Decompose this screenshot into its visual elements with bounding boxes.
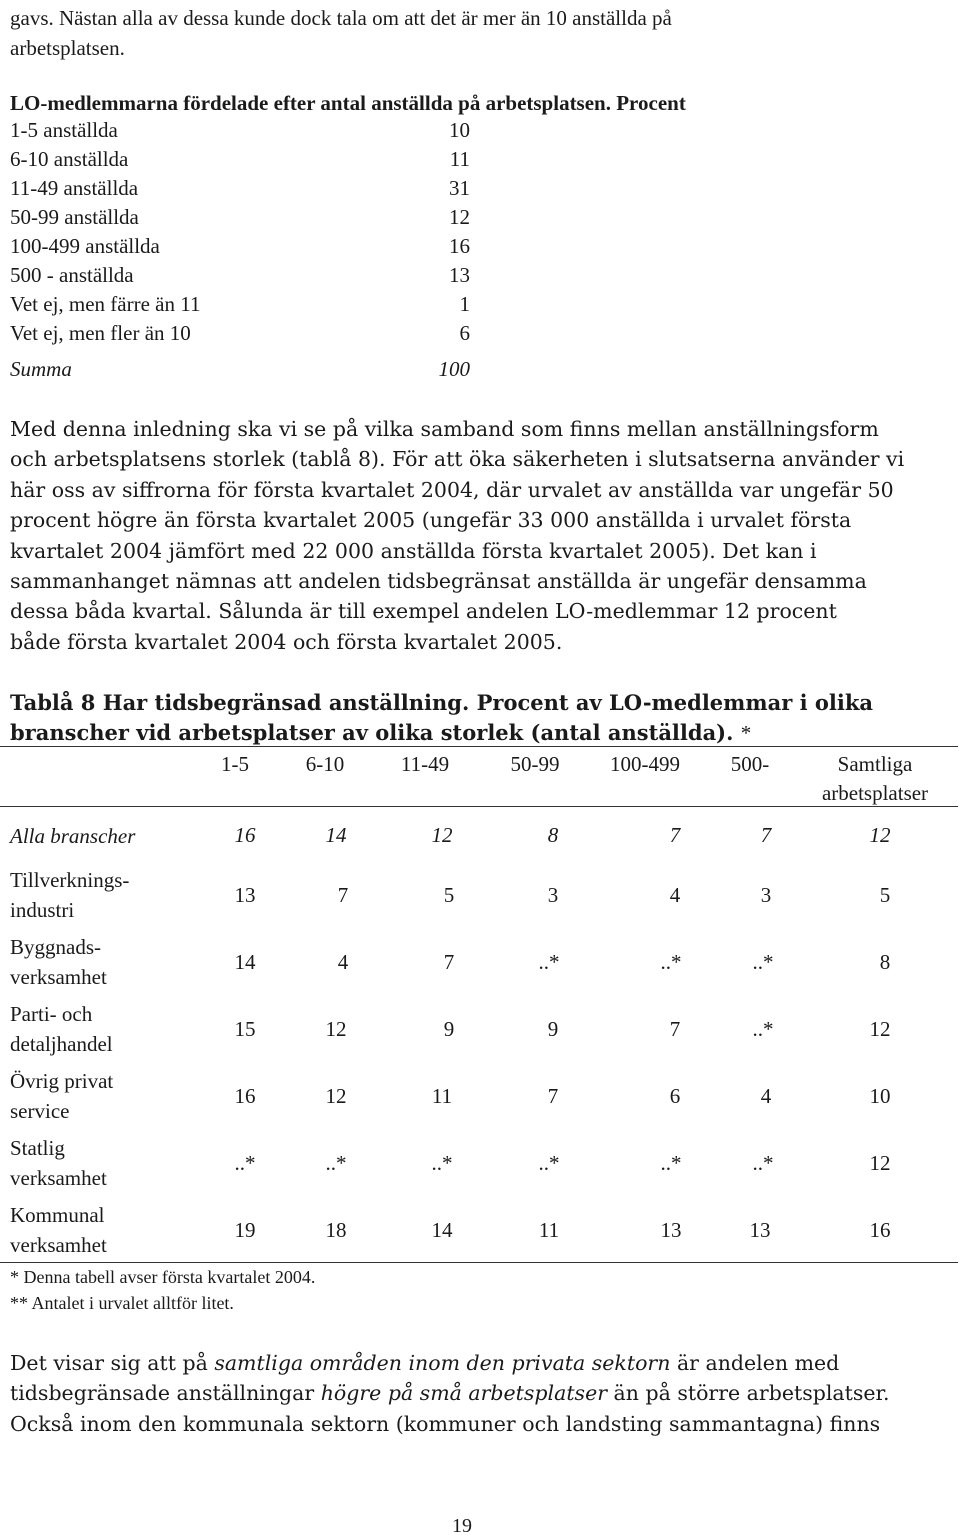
column-header: 50-99 — [510, 752, 560, 776]
table-cell: ..* — [752, 950, 774, 974]
row-label-line: verksamhet — [10, 1166, 107, 1190]
table-cell: 19 — [234, 1218, 256, 1242]
table-cell: 15 — [234, 1017, 256, 1041]
row-value: 10 — [449, 118, 470, 142]
column-header: 11-49 — [400, 752, 450, 776]
row-label — [10, 1200, 107, 1260]
table-bottom-rule — [0, 1262, 958, 1263]
text-run: är andelen med — [670, 1351, 840, 1375]
row-label-line: verksamhet — [10, 965, 107, 989]
table-cell: 8 — [879, 950, 891, 974]
column-header: 100-499 — [610, 752, 680, 776]
footnote: ** Antalet i urvalet alltför litet. — [10, 1293, 234, 1313]
table8-title-text: branscher vid arbetsplatser av olika storlek (antal anställda). — [10, 720, 734, 745]
paragraph-line: och arbetsplatsens storlek (tablå 8). För att öka säkerheten i slutsatserna använder vi — [10, 447, 905, 472]
text-run: tidsbegränsade anställningar — [10, 1381, 321, 1406]
row-value: 1 — [459, 292, 470, 316]
paragraph-line: både första kvartalet 2004 och första kvartalet 2005. — [10, 629, 563, 654]
table-cell: ..* — [752, 1017, 774, 1041]
total-value: 100 — [438, 357, 470, 381]
column-header: 500- — [730, 752, 770, 776]
table-cell: 10 — [869, 1084, 891, 1108]
table-cell: 9 — [443, 1017, 455, 1041]
row-value: 12 — [449, 205, 470, 229]
row-label: Alla branscher — [10, 824, 136, 848]
table-cell: ..* — [325, 1151, 347, 1175]
table-cell: 13 — [749, 1218, 771, 1242]
body-paragraph — [10, 1348, 950, 1439]
paragraph-line: sammanhanget nämnas att andelen tidsbegränsat anställda är ungefär densamma — [10, 569, 867, 594]
row-label-line: Parti- och — [10, 1002, 93, 1026]
row-label-line: Statlig — [10, 1136, 65, 1160]
footnote: * Denna tabell avser första kvartalet 2004. — [10, 1267, 316, 1287]
table-cell: 14 — [431, 1218, 453, 1242]
row-label-line: Övrig privat — [10, 1069, 114, 1093]
table-cell: 3 — [547, 883, 559, 907]
table-cell: 4 — [337, 950, 349, 974]
row-label — [10, 932, 107, 992]
table-cell: 12 — [869, 1017, 891, 1041]
table-cell: 7 — [669, 1017, 681, 1041]
table-cell: ..* — [538, 950, 560, 974]
table-cell: 6 — [669, 1084, 681, 1108]
row-label — [10, 1133, 107, 1193]
row-label-line: verksamhet — [10, 1233, 107, 1257]
paragraph-line: Också inom den kommunala sektorn (kommuner och landsting sammantagna) finns — [10, 1411, 881, 1436]
table-cell: 5 — [443, 883, 455, 907]
table-cell: 16 — [234, 823, 256, 847]
table-cell: 16 — [869, 1218, 891, 1242]
row-label: Vet ej, men fler än 10 — [10, 321, 191, 345]
row-label-line: industri — [10, 898, 75, 922]
row-label — [10, 1066, 113, 1126]
emphasis: samtliga områden inom den privata sektorn — [214, 1351, 671, 1375]
table-cell: 3 — [760, 883, 772, 907]
table-cell: 7 — [669, 823, 681, 847]
paragraph-line: procent högre än första kvartalet 2005 (ungefär 33 000 anställda i urvalet första — [10, 508, 852, 533]
footnote-marker: * — [740, 721, 752, 745]
table-cell: ..* — [752, 1151, 774, 1175]
table7-title: LO-medlemmarna fördelade efter antal anställda på arbetsplatsen. Procent — [10, 91, 686, 115]
table-cell: 12 — [431, 823, 453, 847]
table-cell: 18 — [325, 1218, 347, 1242]
intro-line: arbetsplatsen. — [10, 36, 125, 60]
table-top-rule — [0, 746, 958, 747]
column-header-line: Samtliga — [837, 752, 913, 776]
row-label-line: detaljhandel — [10, 1032, 113, 1056]
row-label-line: Tillverknings- — [10, 868, 130, 892]
row-value: 16 — [449, 234, 470, 258]
row-label-line: service — [10, 1099, 70, 1123]
table-cell: 16 — [234, 1084, 256, 1108]
page-number: 19 — [452, 1515, 472, 1537]
table-cell: 13 — [660, 1218, 682, 1242]
emphasis: högre på små arbetsplatser — [320, 1381, 608, 1406]
row-label — [10, 999, 113, 1059]
total-label: Summa — [10, 357, 72, 381]
row-label: 100-499 anställda — [10, 234, 160, 258]
table-cell: 4 — [760, 1084, 772, 1108]
table8-title-line-2 — [10, 718, 873, 748]
table8-title-line: Tablå 8 Har tidsbegränsad anställning. Procent av LO-medlemmar i olika — [10, 690, 873, 715]
column-header-line: arbetsplatser — [821, 781, 929, 805]
table-header-rule — [0, 806, 958, 807]
intro-text — [10, 3, 672, 63]
row-label: 11-49 anställda — [10, 176, 139, 200]
table-cell: ..* — [660, 950, 682, 974]
column-header: 1-5 — [221, 752, 249, 776]
table8-title — [10, 688, 873, 748]
row-label — [10, 865, 129, 925]
row-label: 6-10 anställda — [10, 147, 129, 171]
column-header-samtliga — [790, 750, 960, 808]
table-cell: 12 — [869, 1151, 891, 1175]
table-cell: 13 — [234, 883, 256, 907]
intro-line: gavs. Nästan alla av dessa kunde dock tala om att det är mer än 10 anställda på — [10, 6, 672, 30]
column-header: 6-10 — [305, 752, 345, 776]
text-run: än på större arbetsplatser. — [607, 1381, 890, 1406]
table-cell: 7 — [337, 883, 349, 907]
paragraph-line — [10, 1378, 950, 1408]
table-cell: ..* — [538, 1151, 560, 1175]
table-cell: 5 — [879, 883, 891, 907]
table-cell: 7 — [443, 950, 455, 974]
table-cell: 8 — [547, 823, 559, 847]
row-label: 500 - anställda — [10, 263, 134, 287]
paragraph-line: kvartalet 2004 jämfört med 22 000 anställda första kvartalet 2005). Det kan i — [10, 538, 817, 563]
row-value: 13 — [449, 263, 470, 287]
paragraph-line — [10, 1348, 950, 1378]
table-cell: 14 — [325, 823, 347, 847]
table-cell: 12 — [869, 823, 891, 847]
text-run: Det visar sig att på — [10, 1351, 215, 1375]
table-cell: 7 — [547, 1084, 559, 1108]
row-label-line: Byggnads- — [10, 935, 101, 959]
table-cell: ..* — [660, 1151, 682, 1175]
paragraph-line: här oss av siffrorna för första kvartalet 2004, där urvalet av anställda var ungefär 50 — [10, 477, 894, 502]
table-cell: 11 — [431, 1084, 453, 1108]
row-value: 31 — [449, 176, 470, 200]
row-label-line: Kommunal — [10, 1203, 105, 1227]
table-cell: 12 — [325, 1017, 347, 1041]
table-cell: 12 — [325, 1084, 347, 1108]
row-value: 6 — [459, 321, 470, 345]
row-label: Vet ej, men färre än 11 — [10, 292, 201, 316]
row-value: 11 — [449, 147, 470, 171]
row-label: 1-5 anställda — [10, 118, 118, 142]
table-cell: 4 — [669, 883, 681, 907]
table-cell: 9 — [547, 1017, 559, 1041]
table-cell: 7 — [760, 823, 772, 847]
paragraph-line: Med denna inledning ska vi se på vilka samband som finns mellan anställningsform — [10, 417, 879, 441]
paragraph-line: dessa båda kvartal. Sålunda är till exempel andelen LO-medlemmar 12 procent — [10, 599, 837, 624]
table-cell: 14 — [234, 950, 256, 974]
body-paragraph — [10, 414, 950, 657]
table-cell: ..* — [234, 1151, 256, 1175]
table-cell: ..* — [431, 1151, 453, 1175]
table-cell: 11 — [538, 1218, 560, 1242]
row-label: 50-99 anställda — [10, 205, 139, 229]
